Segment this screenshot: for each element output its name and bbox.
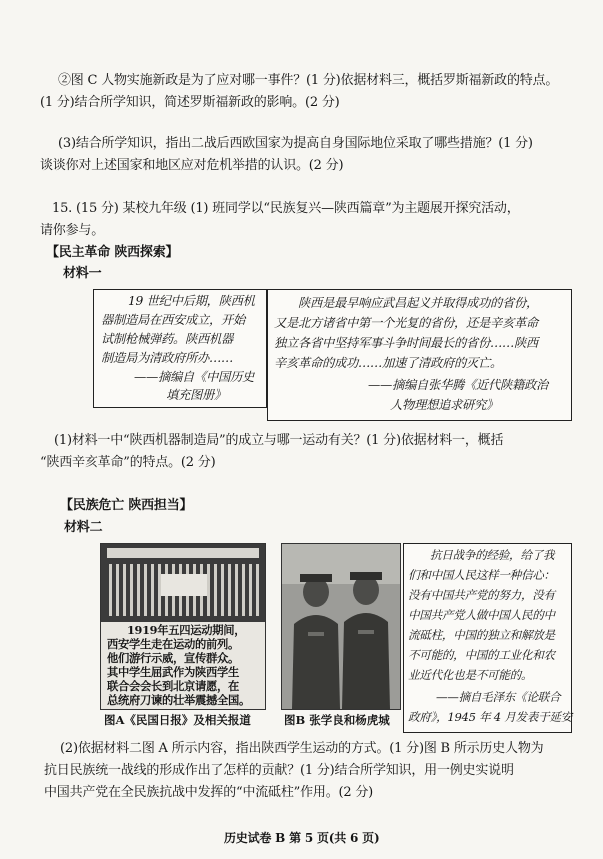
- material2-label: 材料二: [64, 520, 103, 535]
- q-prev-sub3-line1: (3)结合所学知识，指出二战后西欧国家为提高自身国际地位采取了哪些措施？(1 分): [58, 136, 533, 151]
- material2-right-box: [403, 543, 572, 733]
- m1-left-line: 试制枪械弹药。陕西机器: [101, 332, 233, 346]
- fig-a-line: 其中学生屈武作为陕西学生: [107, 665, 239, 679]
- q15-sub2-line2: 抗日民族统一战线的形成作出了怎样的贡献？(1 分)结合所学知识，用一例史实说明: [44, 763, 514, 778]
- m2-right-line: ——摘自毛泽东《论联合: [436, 690, 561, 704]
- caption-figure-b: 图B 张学良和杨虎城: [284, 713, 390, 727]
- q15-sub2-line1: (2)依据材料二图 A 所示内容，指出陕西学生运动的方式。(1 分)图 B 所示历史人物为: [60, 741, 544, 756]
- material1-right-box: [267, 289, 572, 421]
- fig-a-line: 他们游行示威，宣传群众。: [107, 651, 239, 665]
- fig-a-line: 西安学生走在运动的前列。: [107, 637, 239, 651]
- fig-a-line: 联合会会长到北京请愿，在: [107, 679, 239, 693]
- m1-right-line: 独立各省中坚持军事斗争时间最长的省份……陕西: [274, 336, 538, 350]
- m2-right-line: 没有中国共产党的努力，没有: [408, 588, 555, 602]
- m1-left-line: 器制造局在西安成立，开始: [101, 313, 245, 327]
- figure-b-photo: [281, 543, 401, 710]
- m1-right-line: 陕西是最早响应武昌起义并取得成功的省份，: [298, 296, 538, 310]
- q-prev-sub3-line2: 谈谈你对上述国家和地区应对危机举措的认识。(2 分): [40, 158, 344, 173]
- m1-left-line: 制造局为清政府所办……: [101, 351, 233, 365]
- q-prev-line2: (1 分)结合所学知识，简述罗斯福新政的影响。(2 分): [40, 95, 340, 110]
- q15-sub2-line3: 中国共产党在全民族抗战中发挥的“中流砥柱”作用。(2 分): [44, 785, 374, 800]
- m2-right-line: 不可能的，中国的工业化和农: [408, 648, 555, 662]
- q15-intro-line1: 15. (15 分) 某校九年级 (1) 班同学以“民族复兴—陕西篇章”为主题展开探究活动，: [52, 201, 520, 216]
- q-prev-line1: ②图 C 人物实施新政是为了应对哪一事件？(1 分)依据材料三，概括罗斯福新政的特点。: [58, 73, 559, 88]
- caption-figure-a: 图A《民国日报》及相关报道: [104, 713, 251, 727]
- m2-right-line: 中国共产党人做中国人民的中: [408, 608, 555, 622]
- m2-right-line: 抗日战争的经验，给了我: [430, 548, 555, 562]
- m2-right-line: 流砥柱，中国的独立和解放是: [408, 628, 555, 642]
- section2-title: 【民族危亡 陕西担当】: [60, 498, 193, 513]
- m1-left-line: 填充图册》: [166, 388, 226, 402]
- material1-label: 材料一: [63, 266, 102, 281]
- m1-right-line: 人物理想追求研究》: [390, 398, 498, 412]
- newspaper-image: [101, 544, 265, 622]
- m2-right-line: 业近代化也是不可能的。: [408, 668, 533, 682]
- two-officers-photo: [282, 544, 400, 709]
- m1-right-line: ——摘编自张华腾《近代陕籍政治: [368, 378, 548, 392]
- material1-left-box: [93, 289, 267, 408]
- fig-a-line: 总统府刀谏的壮举震撼全国。: [107, 693, 250, 707]
- m2-right-line: 政府》，1945 年 4 月发表于延安: [408, 710, 572, 724]
- q15-sub1-line2: “陕西辛亥革命”的特点。(2 分): [40, 455, 216, 470]
- q15-intro-line2: 请你参与。: [40, 223, 105, 238]
- m1-right-line: 辛亥革命的成功……加速了清政府的灭亡。: [274, 356, 502, 370]
- m1-left-line: ——摘编自《中国历史: [134, 370, 254, 384]
- m1-right-line: 又是北方诸省中第一个光复的省份，还是辛亥革命: [274, 316, 538, 330]
- m2-right-line: 们和中国人民这样一种信心：: [408, 568, 555, 582]
- m1-left-line: 19 世纪中后期，陕西机: [128, 294, 255, 308]
- figure-a-newspaper: [100, 543, 266, 710]
- fig-a-line: 1919年五四运动期间，: [127, 623, 246, 637]
- section1-title: 【民主革命 陕西探索】: [46, 245, 179, 260]
- q15-sub1-line1: (1)材料一中“陕西机器制造局”的成立与哪一运动有关？(1 分)依据材料一，概括: [54, 433, 504, 448]
- page-footer: 历史试卷 B 第 5 页(共 6 页): [224, 831, 380, 845]
